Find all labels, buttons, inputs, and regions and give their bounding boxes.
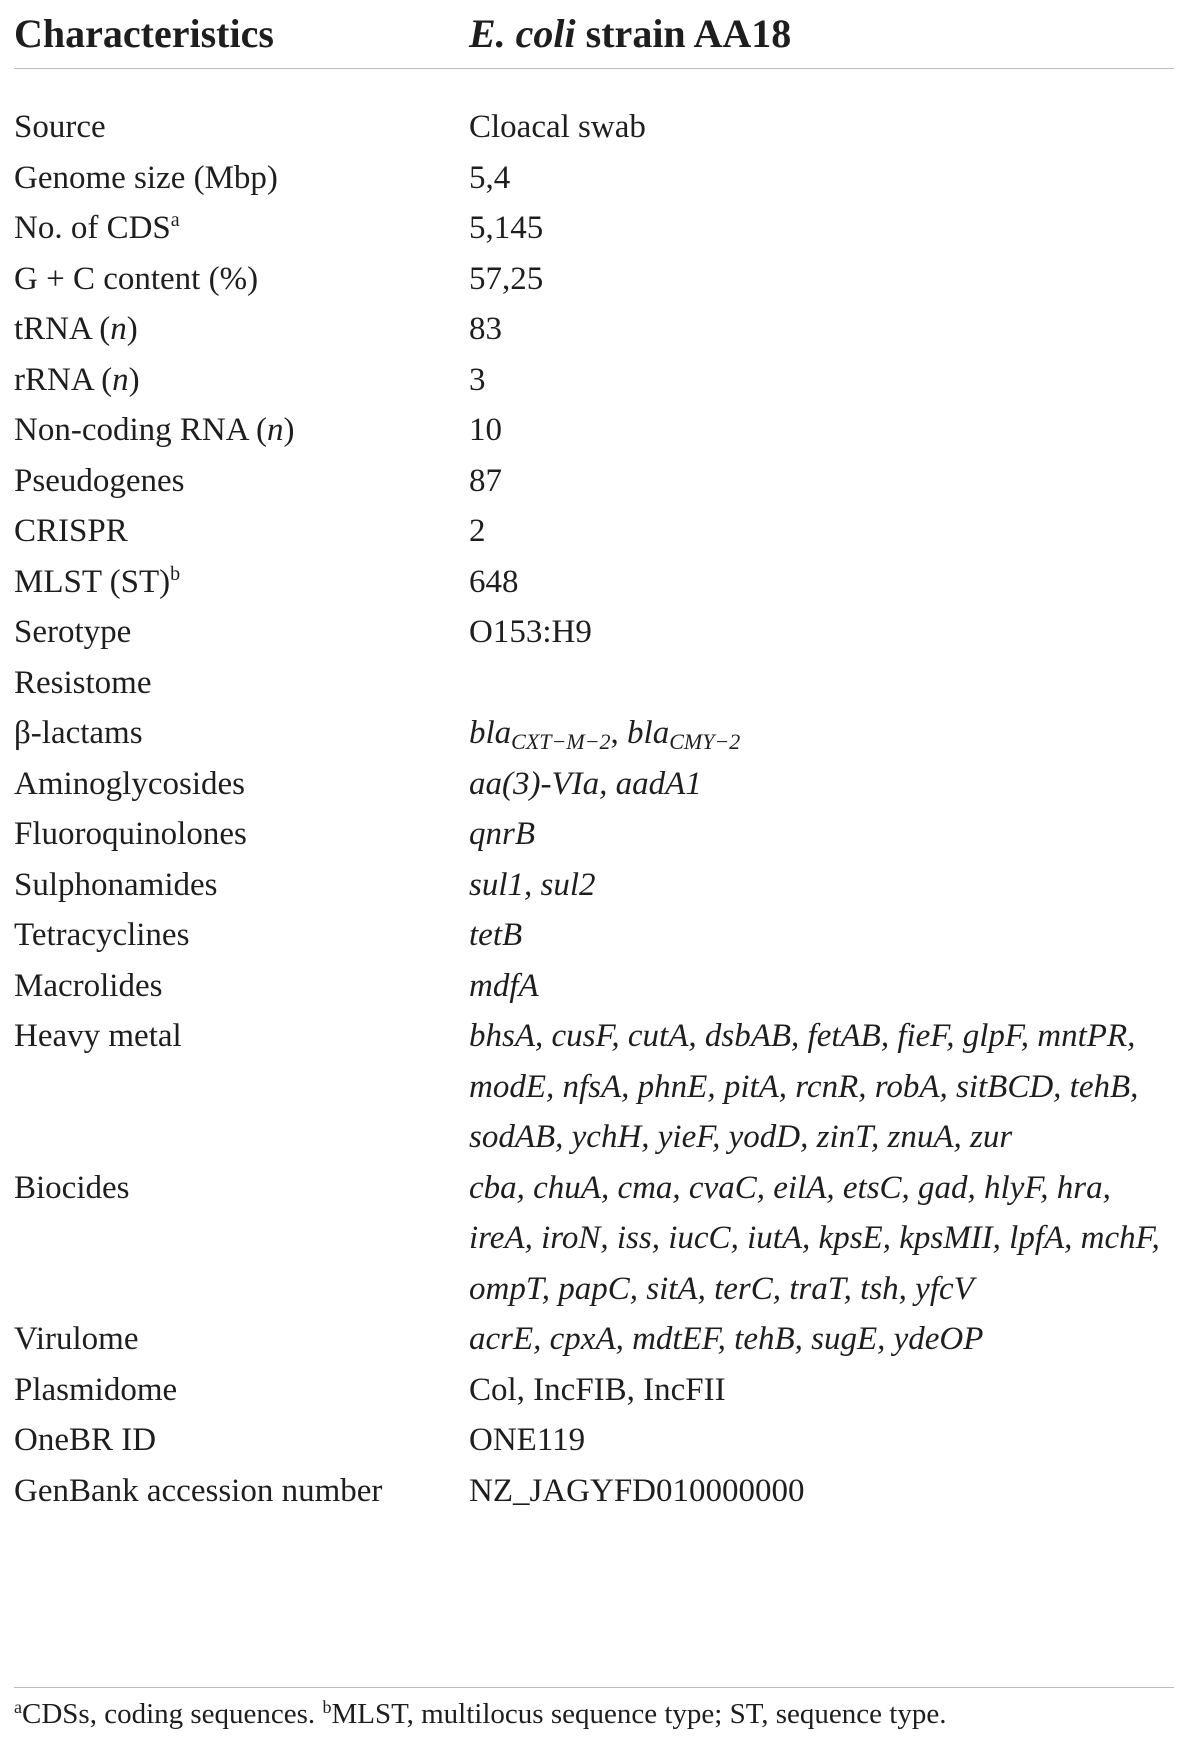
table-row — [14, 1415, 1194, 1466]
row-label — [14, 1314, 139, 1365]
row-value — [469, 254, 1194, 305]
row-label — [14, 203, 180, 254]
row-label-text: Non-coding RNA ( — [14, 412, 267, 448]
row-label-footnote-mark: b — [170, 562, 181, 585]
table-body — [14, 102, 1194, 1516]
table-row — [14, 102, 1194, 153]
row-value — [469, 1365, 1194, 1416]
row-label-text: Aminoglycosides — [14, 765, 245, 802]
row-label-text: Macrolides — [14, 967, 163, 1004]
row-label-text: OneBR ID — [14, 1422, 157, 1458]
row-label — [14, 1011, 182, 1062]
row-value — [469, 910, 1194, 961]
row-value-line: ireA, iroN, iss, iucC, iutA, kpsE, kpsMII, lpfA, mchF, — [469, 1220, 1160, 1256]
row-value-line: bhsA, cusF, cutA, dsbAB, fetAB, fieF, glpF, mntPR, — [469, 1018, 1136, 1054]
table-row — [14, 759, 1194, 810]
row-label — [14, 809, 247, 860]
table-row — [14, 456, 1194, 507]
row-value-line: sodAB, ychH, yieF, yodD, zinT, znuA, zur — [469, 1119, 1013, 1155]
table-row — [14, 658, 1194, 709]
header-characteristics: Characteristics — [14, 11, 274, 56]
row-label — [14, 405, 294, 456]
table-row — [14, 203, 1194, 254]
table-row — [14, 607, 1194, 658]
header-strain — [469, 6, 791, 62]
row-label — [14, 860, 218, 911]
footer-rule — [14, 1687, 1174, 1688]
row-label — [14, 153, 278, 204]
row-value-text: qnrB — [469, 816, 535, 852]
row-label-text: Virulome — [14, 1321, 139, 1357]
row-label-text: ) — [283, 412, 295, 448]
row-label-footnote-mark: a — [170, 209, 180, 231]
row-value-text: 5,4 — [469, 159, 511, 196]
row-value-text: Col, IncFIB, IncFII — [469, 1371, 726, 1408]
table-row — [14, 1365, 1194, 1416]
gene-subscript: CMY−2 — [669, 729, 741, 754]
row-value-text: ONE119 — [469, 1422, 586, 1458]
row-value-line: modE, nfsA, phnE, pitA, rcnR, robA, sitBCD, tehB, — [469, 1068, 1139, 1105]
row-label — [14, 506, 128, 557]
row-label — [14, 456, 184, 507]
row-value-text: 5,145 — [469, 210, 544, 246]
row-value-text: 83 — [469, 311, 502, 347]
row-value-line: ompT, papC, sitA, terC, traT, tsh, yfcV — [469, 1270, 974, 1307]
gene-subscript: CXT−M−2 — [511, 729, 611, 754]
row-label-text: CRISPR — [14, 513, 128, 549]
row-label — [14, 557, 180, 608]
row-value — [469, 304, 1194, 355]
row-label-text: Sulphonamides — [14, 866, 218, 903]
row-value — [469, 1163, 1194, 1315]
header-rule — [14, 68, 1174, 69]
row-value — [469, 658, 1194, 709]
row-label — [14, 607, 131, 658]
row-label-text: rRNA ( — [14, 361, 113, 398]
footnote-a-mark: a — [14, 1697, 22, 1717]
row-value-text: aa(3)-VIa, aadA1 — [469, 765, 702, 802]
row-value — [469, 1466, 1194, 1517]
row-label-text: Tetracyclines — [14, 917, 190, 953]
row-label — [14, 1163, 129, 1214]
row-label-text: Serotype — [14, 614, 132, 650]
row-value — [469, 355, 1194, 406]
table-row — [14, 708, 1194, 759]
row-label-italic: n — [110, 311, 127, 347]
row-label-italic: n — [112, 361, 129, 398]
table-row — [14, 910, 1194, 961]
table-row — [14, 860, 1194, 911]
row-value — [469, 961, 1194, 1012]
table-row — [14, 557, 1194, 608]
table-row — [14, 1163, 1194, 1315]
table-row — [14, 254, 1194, 305]
row-label — [14, 102, 106, 153]
row-label — [14, 708, 143, 759]
header-strain-label: strain AA18 — [575, 11, 792, 56]
row-value — [469, 607, 1194, 658]
row-label — [14, 759, 245, 810]
table-header — [14, 6, 1174, 66]
table-row — [14, 961, 1194, 1012]
row-value-text: 648 — [469, 563, 519, 600]
row-value-text: sul1, sul2 — [469, 866, 596, 903]
gene-name: bla — [627, 715, 670, 751]
row-label — [14, 1365, 177, 1416]
row-label-text: GenBank accession number — [14, 1472, 383, 1509]
row-value — [469, 708, 1194, 759]
row-label — [14, 1466, 382, 1517]
row-value-line: cba, chuA, cma, cvaC, eilA, etsC, gad, hlyF, hra, — [469, 1169, 1111, 1206]
row-label-text: No. of CDS — [14, 210, 171, 246]
row-label — [14, 355, 140, 406]
row-value-text: 87 — [469, 462, 502, 499]
row-value-text: acrE, cpxA, mdtEF, tehB, sugE, ydeOP — [469, 1321, 984, 1357]
row-label-text: Resistome — [14, 664, 152, 701]
row-label-text: Biocides — [14, 1169, 130, 1206]
row-value — [469, 203, 1194, 254]
gene-name: bla — [469, 715, 512, 751]
row-label-text: Fluoroquinolones — [14, 816, 247, 852]
row-value-text: 3 — [469, 361, 486, 398]
row-value-text: tetB — [469, 917, 523, 953]
row-value — [469, 860, 1194, 911]
row-value — [469, 153, 1194, 204]
footnote-a-text: CDSs, coding sequences. — [22, 1698, 323, 1730]
row-label — [14, 658, 152, 709]
row-label-text: Heavy metal — [14, 1018, 182, 1054]
table-row — [14, 405, 1194, 456]
row-label-text: Source — [14, 109, 106, 145]
row-value-text: 2 — [469, 513, 486, 549]
row-label-text: Plasmidome — [14, 1371, 178, 1408]
row-label-text: β-lactams — [14, 715, 143, 751]
row-label-text: Pseudogenes — [14, 462, 185, 499]
row-value-text: O153:H9 — [469, 614, 592, 650]
table-row — [14, 1011, 1194, 1163]
row-label — [14, 304, 138, 355]
row-value — [469, 456, 1194, 507]
row-label — [14, 961, 162, 1012]
row-value — [469, 1011, 1194, 1163]
row-label — [14, 1415, 156, 1466]
row-label-text: ) — [128, 361, 140, 398]
row-value-text: 10 — [469, 412, 502, 448]
row-value — [469, 1415, 1194, 1466]
row-value-text: mdfA — [469, 967, 539, 1004]
row-value — [469, 506, 1194, 557]
table-row — [14, 153, 1194, 204]
row-value — [469, 102, 1194, 153]
footnote-b-mark: b — [322, 1697, 332, 1717]
table-row — [14, 1466, 1194, 1517]
row-label — [14, 254, 258, 305]
table-footnote — [14, 1694, 946, 1734]
row-label-text: MLST (ST) — [14, 563, 171, 600]
row-value-text: 57,25 — [469, 260, 544, 297]
row-value — [469, 759, 1194, 810]
table-row — [14, 355, 1194, 406]
table-row — [14, 1314, 1194, 1365]
row-value — [469, 809, 1194, 860]
footnote-b-text: MLST, multilocus sequence type; ST, sequence type. — [331, 1698, 947, 1730]
table-row — [14, 809, 1194, 860]
value-separator: , — [610, 715, 628, 751]
row-label-text: tRNA ( — [14, 311, 111, 347]
table-row — [14, 506, 1194, 557]
header-species: E. coli — [469, 11, 576, 56]
row-label-text: Genome size (Mbp) — [14, 159, 278, 196]
row-value — [469, 405, 1194, 456]
row-value-text: NZ_JAGYFD010000000 — [469, 1472, 805, 1509]
row-label — [14, 910, 189, 961]
row-value — [469, 557, 1194, 608]
row-label-text: G + C content (%) — [14, 260, 259, 297]
row-value — [469, 1314, 1194, 1365]
row-label-text: ) — [126, 311, 138, 347]
table-row — [14, 304, 1194, 355]
row-value-text: Cloacal swab — [469, 109, 646, 145]
row-label-italic: n — [266, 412, 284, 448]
